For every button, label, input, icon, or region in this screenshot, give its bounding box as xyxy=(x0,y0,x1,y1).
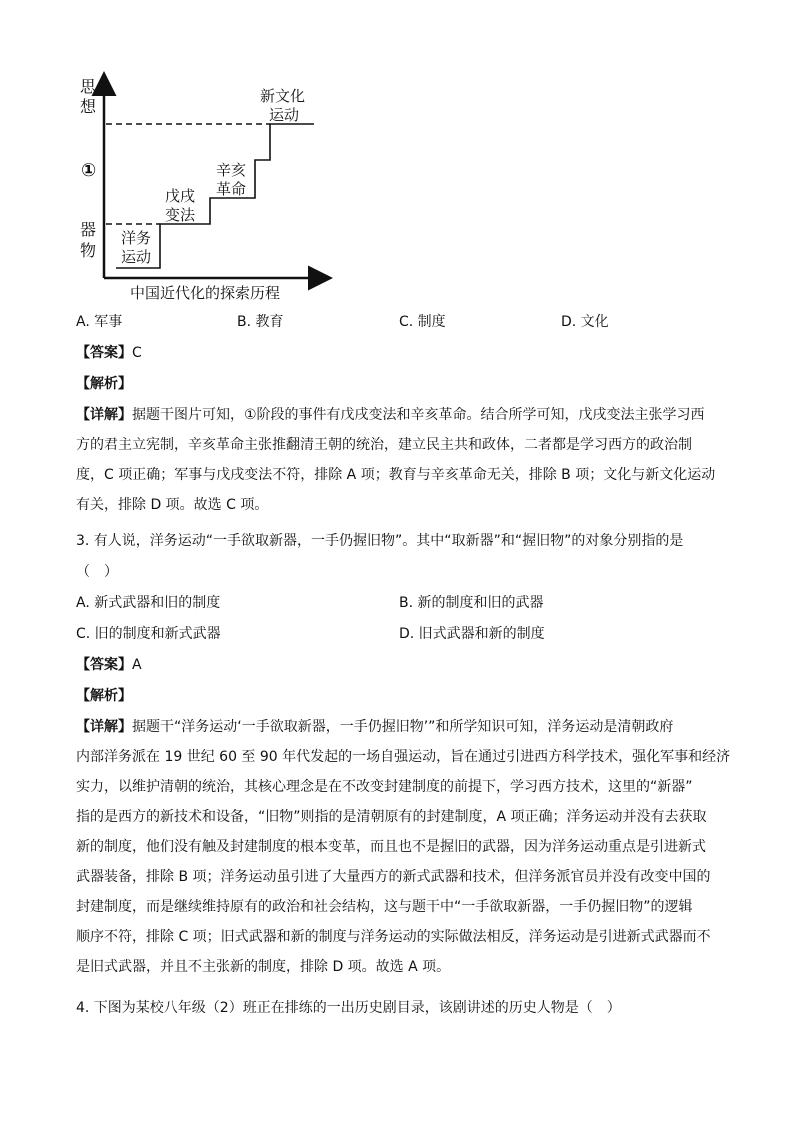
q4-stem: 4. 下图为某校八年级（2）班正在排练的一出历史剧目录，该剧讲述的历史人物是（ ） xyxy=(76,1000,621,1016)
q3-answer xyxy=(76,655,142,675)
q3-stem-line-2: （ ） xyxy=(76,564,118,580)
q3-detail-line-6: 武器装备，排除 B 项；洋务运动虽引进了大量西方的新式武器和技术，但洋务派官员并没有改变中国的 xyxy=(76,869,711,885)
q2-detail-line-1: 【详解】据题干图片可知，①阶段的事件有戊戌变法和辛亥革命。结合所学可知，戊戌变法主张学习西 xyxy=(76,407,705,423)
q2-answer-value: C xyxy=(132,345,142,361)
q3-detail-line-2: 内部洋务派在 19 世纪 60 至 90 年代发起的一场自强运动，旨在通过引进西方科学技术，强化军事和经济 xyxy=(76,749,731,765)
q3-option-b: B. 新的制度和旧的武器 xyxy=(399,595,544,611)
step-4-line2: 运动 xyxy=(269,106,300,124)
step-3-line2: 革命 xyxy=(216,180,247,198)
q3-answer-tag: 【答案】 xyxy=(76,657,132,673)
step-1-line1: 洋务 xyxy=(121,229,152,247)
q2-option-a: A. 军事 xyxy=(76,314,123,330)
step-2-line1: 戊戌 xyxy=(165,187,196,205)
q2-detail xyxy=(76,405,726,525)
q2-analysis-tag: 【解析】 xyxy=(76,376,132,392)
q3-detail-line-4: 指的是西方的新技术和设备，“旧物”则指的是清朝原有的封建制度，A 项正确；洋务运动并没有去获取 xyxy=(76,809,707,825)
q3-answer-value: A xyxy=(132,657,142,673)
diagram-svg xyxy=(72,70,342,305)
q3-detail xyxy=(76,717,731,987)
q3-option-a: A. 新式武器和旧的制度 xyxy=(76,595,221,611)
q3-detail-line-1: 【详解】据题干“洋务运动‘一手欲取新器，一手仍握旧物’”和所学知识可知，洋务运动是清朝政府 xyxy=(76,719,674,735)
step-1-line2: 运动 xyxy=(121,248,152,266)
q3-detail-line-3: 实力，以维护清朝的统治，其核心理念是在不改变封建制度的前提下，学习西方技术，这里的“新器” xyxy=(76,779,693,795)
q2-option-c: C. 制度 xyxy=(399,314,446,330)
history-staircase-diagram xyxy=(72,70,342,309)
q2-detail-tag: 【详解】 xyxy=(76,407,132,423)
q3-option-d: D. 旧式武器和新的制度 xyxy=(399,626,545,642)
q3-stem-line-1: 3. 有人说，洋务运动“一手欲取新器，一手仍握旧物”。其中“取新器”和“握旧物”的对象分别指的是 xyxy=(76,533,684,549)
q2-answer xyxy=(76,343,142,363)
y-label-qi: 器 xyxy=(80,220,97,239)
y-label-circle-1: ① xyxy=(81,160,97,181)
q2-answer-tag: 【答案】 xyxy=(76,345,132,361)
q2-detail-line-2: 方的君主立宪制，辛亥革命主张推翻清王朝的统治，建立民主共和政体，二者都是学习西方的政治制 xyxy=(76,437,692,453)
x-axis-label: 中国近代化的探索历程 xyxy=(130,284,281,302)
q2-detail-line-4: 有关，排除 D 项。故选 C 项。 xyxy=(76,497,269,513)
q3-analysis-tag: 【解析】 xyxy=(76,688,132,704)
q2-option-d: D. 文化 xyxy=(561,314,609,330)
y-label-wu: 物 xyxy=(80,241,97,260)
step-4-line1: 新文化 xyxy=(260,87,306,105)
q2-detail-line-3: 度，C 项正确；军事与戊戌变法不符，排除 A 项；教育与辛亥革命无关，排除 B 项；文化与新文化运动 xyxy=(76,467,716,483)
step-2-line2: 变法 xyxy=(165,206,196,224)
q3-detail-line-9: 是旧式武器，并且不主张新的制度，排除 D 项。故选 A 项。 xyxy=(76,959,451,975)
y-label-xiang: 想 xyxy=(80,97,97,116)
y-label-si: 思 xyxy=(80,77,97,96)
q3-detail-line-8: 顺序不符，排除 C 项；旧式武器和新的制度与洋务运动的实际做法相反，洋务运动是引进新式武器而不 xyxy=(76,929,711,945)
q2-option-b: B. 教育 xyxy=(237,314,284,330)
q3-detail-line-7: 封建制度，而是继续维持原有的政治和社会结构，这与题干中“一手欲取新器，一手仍握旧物”的逻辑 xyxy=(76,899,693,915)
step-3-line1: 辛亥 xyxy=(216,161,247,179)
q3-detail-tag: 【详解】 xyxy=(76,719,132,735)
q3-detail-line-5: 新的制度，他们没有触及封建制度的根本变革，而且也不是握旧的武器，因为洋务运动重点是引进新式 xyxy=(76,839,706,855)
q3-option-c: C. 旧的制度和新式武器 xyxy=(76,626,221,642)
